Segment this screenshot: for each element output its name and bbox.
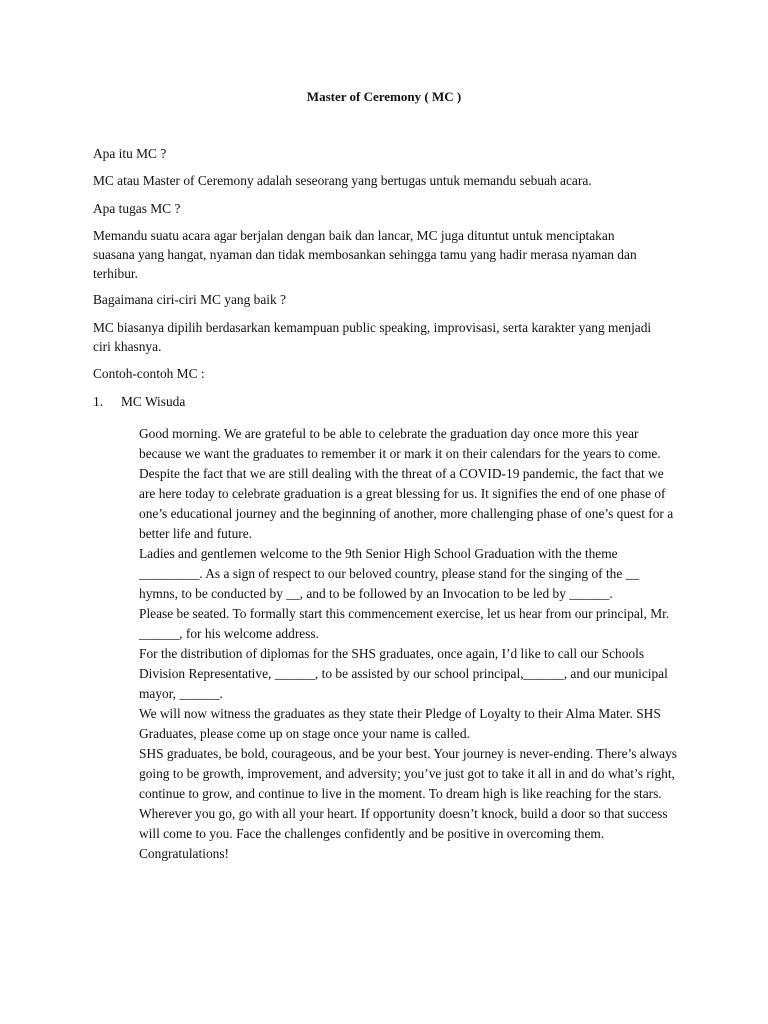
page-title: Master of Ceremony ( MC ): [306, 89, 462, 104]
graduation-speech: [139, 424, 679, 864]
speech-paragraph: Please be seated. To formally start this commencement exercise, let us hear from our principal, Mr. ______, for his welcome address.: [139, 606, 670, 641]
speech-paragraph: Good morning. We are grateful to be able to celebrate the graduation day once more this year because we want the graduates to remember it or mark it on their calendars for the years to come.: [139, 426, 661, 461]
speech-paragraph: SHS graduates, be bold, courageous, and be your best. Your journey is never-ending. There’s always going to be growth, improvement, and adversity; you’ve just got to take it all in and do what’s right, continue to grow, and continue to live in the moment. To dream high is like reaching for the stars. Wherever you go, go with all your heart. If opportunity doesn’t knock, build a door so that success will come to you. Face the challenges confidently and be positive in overcoming them.: [139, 746, 677, 841]
question-what-is-mc: Apa itu MC ?: [93, 146, 167, 161]
speech-paragraph: For the distribution of diplomas for the SHS graduates, once again, I’d like to call our Schools Division Representative, ______, to be assisted by our school principal,______, and our municipal mayor, ______.: [139, 646, 668, 701]
question-mc-duties: Apa tugas MC ?: [93, 201, 181, 216]
answer-what-is-mc: MC atau Master of Ceremony adalah seseorang yang bertugas untuk memandu sebuah acara.: [93, 173, 592, 188]
speech-closing: Congratulations!: [139, 846, 230, 861]
speech-paragraph: Despite the fact that we are still dealing with the threat of a COVID-19 pandemic, the fact that we are here today to celebrate graduation is a great blessing for us. It signifies the end of one phase of one’s educational journey and the beginning of another, more challenging phase of one’s quest for a better life and future.: [139, 466, 674, 541]
list-item-number: 1.: [93, 394, 104, 409]
list-item-label: MC Wisuda: [121, 394, 186, 409]
speech-paragraph: Ladies and gentlemen welcome to the 9th Senior High School Graduation with the theme _________. As a sign of respect to our beloved country, please stand for the singing of the __ hymns, to be conducted by __, and to be followed by an Invocation to be led by ______.: [139, 546, 640, 601]
examples-heading: Contoh-contoh MC :: [93, 366, 205, 381]
speech-paragraph: We will now witness the graduates as they state their Pledge of Loyalty to their Alma Mater. SHS Graduates, please come up on stage once your name is called.: [139, 706, 661, 741]
answer-mc-duties: Memandu suatu acara agar berjalan dengan baik dan lancar, MC juga dituntut untuk menciptakan suasana yang hangat, nyaman dan tidak membosankan sehingga tamu yang hadir merasa nyaman dan terhibur.: [93, 228, 637, 281]
question-good-mc-traits: Bagaimana ciri-ciri MC yang baik ?: [93, 292, 286, 307]
answer-good-mc-traits: MC biasanya dipilih berdasarkan kemampuan public speaking, improvisasi, serta karakter yang menjadi ciri khasnya.: [93, 320, 652, 354]
